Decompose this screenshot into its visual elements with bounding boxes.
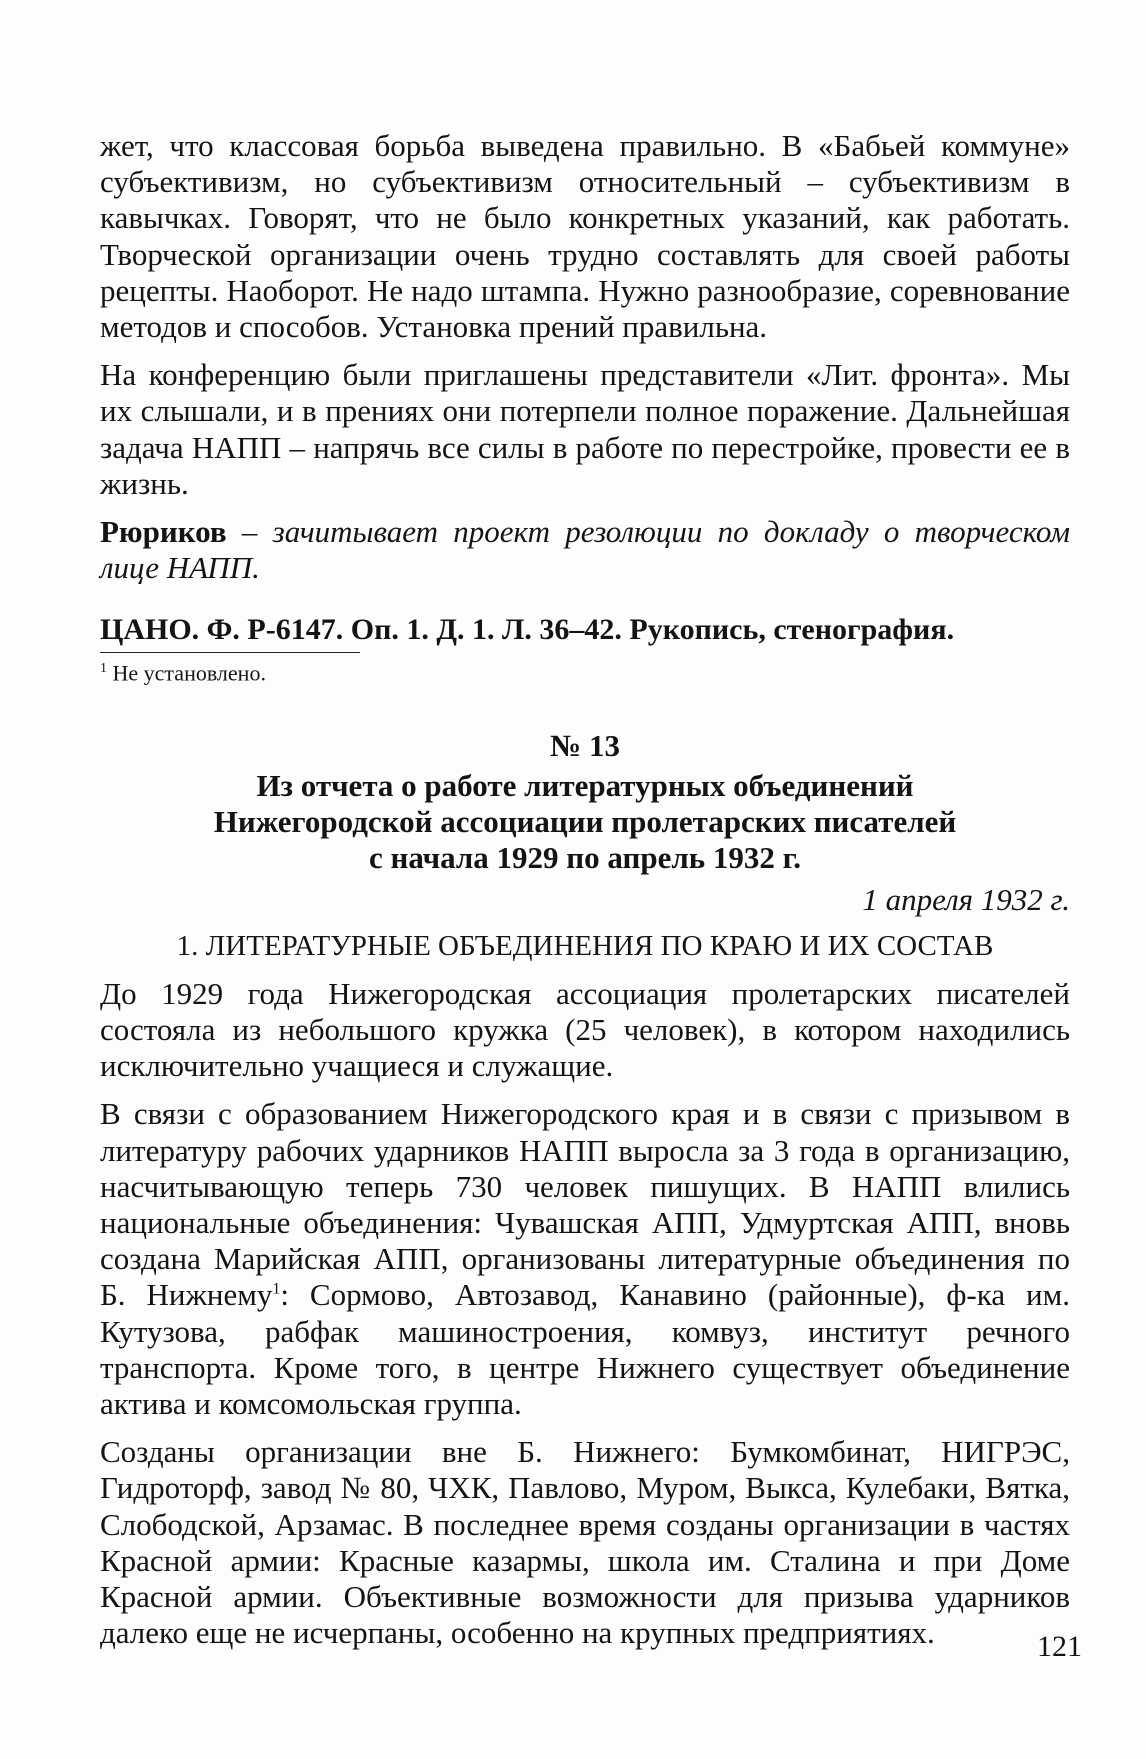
speaker-action: – зачитывает проект резолюции по докладу о творческом лице НАПП. — [100, 514, 1070, 586]
footnote-marker: 1 — [100, 661, 107, 677]
section-heading: 1. ЛИТЕРАТУРНЫЕ ОБЪЕДИНЕНИЯ ПО КРАЮ И ИХ СОСТАВ — [176, 929, 994, 962]
paragraph-conference: На конференцию были приглашены представители «Лит. фронта». Мы их слышали, и в прениях они потерпели полное поражение. Дальнейшая задача НАПП – напрячь все силы в работе по перестройке, провести ее в жизнь. — [100, 357, 1070, 501]
paragraph-continued: жет, что классовая борьба выведена правильно. В «Бабьей коммуне» субъективизм, но субъективизм относительный – субъективизм в кавычках. Говорят, что не было конкретных указаний, как работать. Творческой организации очень трудно составлять для своей работы рецепты. Наоборот. Не надо штампа. Нужно разнообразие, соревнование методов и способов. Установка прений правильна. — [100, 128, 1070, 345]
paragraph-resolution — [100, 514, 1070, 586]
paragraph-growth — [100, 1096, 1070, 1422]
page-number: 121 — [1037, 1630, 1082, 1663]
document-date: 1 апреля 1932 г. — [862, 881, 1070, 917]
growth-text-end: : Сормово, Автозавод, Канавино (районные), ф-ка им. Кутузова, рабфак машиностроения, комвуз, институт речного транспорта. Кроме того, в центре Нижнего существует объединение актива и комсомольская группа. — [100, 1277, 1070, 1421]
archive-source: ЦАНО. Ф. Р-6147. Оп. 1. Д. 1. Л. 36–42. Рукопись, стенография. — [100, 613, 955, 647]
speaker-name: Рюриков — [100, 514, 227, 550]
paragraph-organizations: Созданы организации вне Б. Нижнего: Бумкомбинат, НИГРЭС, Гидроторф, завод № 80, ЧХК, Павлово, Муром, Выкса, Кулебаки, Вятка, Слободской, Арзамас. В последнее время созданы организации в частях Красной армии: Красные казармы, школа им. Сталина и при Доме Красной армии. Объективные возможности для призыва ударников далеко еще не исчерпаны, особенно на крупных предприятиях. — [100, 1434, 1070, 1651]
paragraph-before-1929: До 1929 года Нижегородская ассоциация пролетарских писателей состояла из небольшого кружка (25 человек), в котором находились исключительно учащиеся и служащие. — [100, 975, 1070, 1084]
growth-text-start: В связи с образованием Нижегородского края и в связи с призывом в литературу рабочих ударников НАПП выросла за 3 года в организацию, насчитывающую теперь 730 человек пишущих. В НАПП влились национальные объединения: Чувашская АПП, Удмуртская АПП, вновь создана Марийская АПП, организованы литературные объединения по Б. Нижнему — [100, 1096, 1070, 1313]
footnote-reference: 1 — [272, 1281, 281, 1299]
document-title-line-3: с начала 1929 по апрель 1932 г. — [369, 839, 801, 875]
footnote-divider — [100, 652, 360, 653]
page-content — [100, 128, 1070, 1651]
document-number: № 13 — [550, 727, 620, 763]
footnote-text: Не установлено. — [107, 660, 266, 686]
document-title-line-2: Нижегородской ассоциации пролетарских писателей — [213, 803, 957, 839]
footnote — [100, 655, 1070, 687]
document-title-line-1: Из отчета о работе литературных объединений — [256, 767, 914, 803]
